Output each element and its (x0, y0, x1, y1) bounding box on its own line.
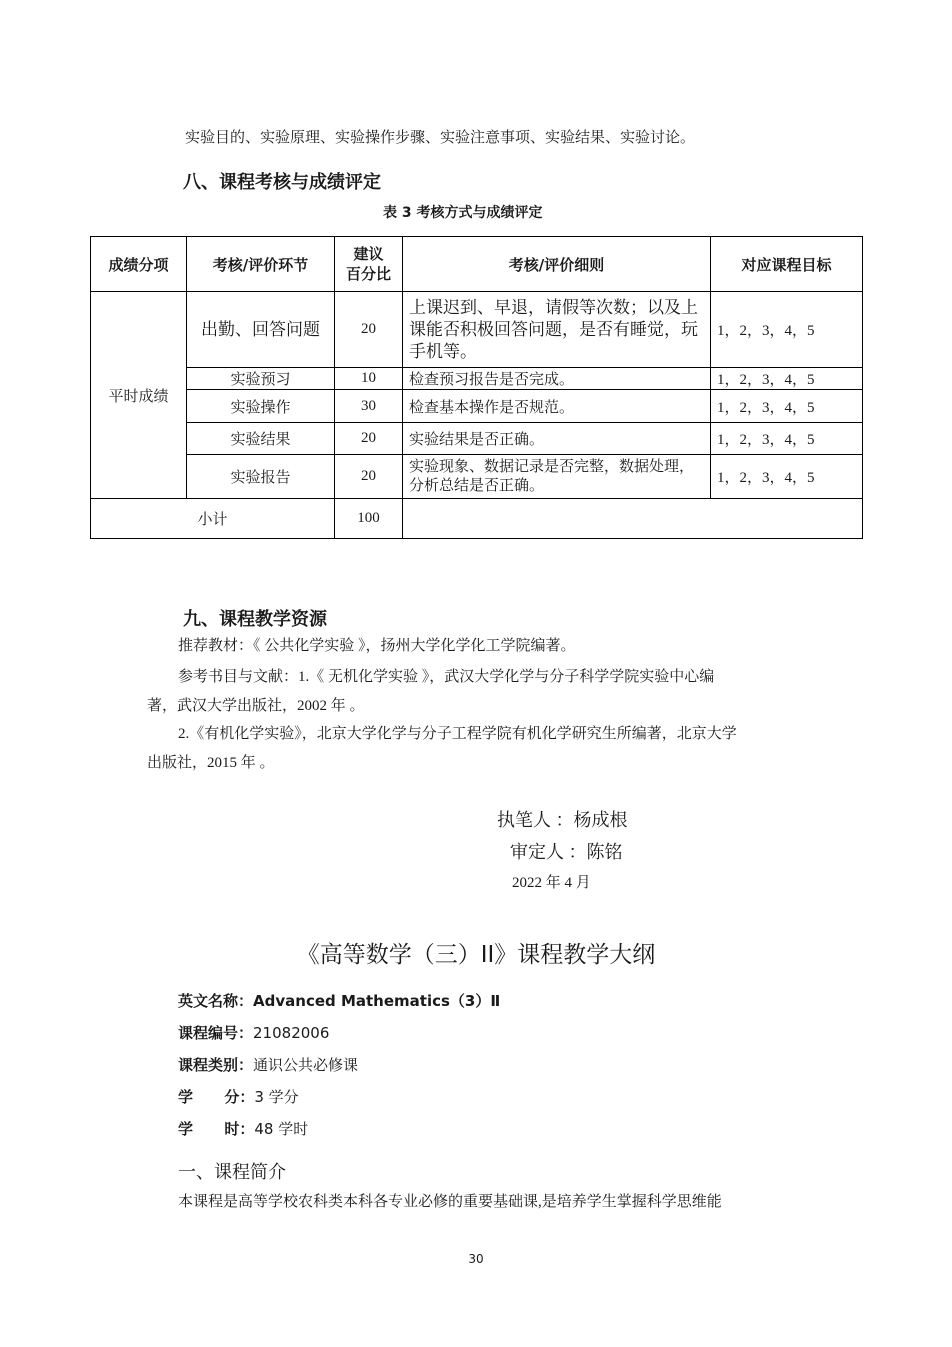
course-category-row (178, 1054, 358, 1075)
header-category: 成绩分项 (91, 237, 187, 292)
header-assessment: 考核/评价环节 (187, 237, 335, 292)
row-pct: 20 (335, 423, 403, 455)
reference-1-line-2: 著，武汉大学出版社，2002 年 。 (147, 698, 365, 714)
table-row (91, 423, 863, 455)
section-8-heading: 八、课程考核与成绩评定 (183, 172, 381, 193)
course-hours-row (178, 1118, 308, 1139)
table-header-row (91, 237, 863, 292)
row-detail: 检查预习报告是否完成。 (403, 368, 711, 390)
course-hours-value: 48 学时 (254, 1120, 309, 1138)
textbook-line: 推荐教材：《 公共化学实验 》，扬州大学化学化工学院编著。 (178, 638, 576, 654)
table-row (91, 455, 863, 499)
table-row (91, 292, 863, 368)
course-credit-label: 学 分： (178, 1088, 255, 1106)
row-item: 实验结果 (187, 423, 335, 455)
course-title: 《高等数学（三）II》课程教学大纲 (296, 942, 656, 968)
reference-1-line-1: 参考书目与文献：1.《 无机化学实验 》，武汉大学化学与分子科学学院实验中心编 (178, 669, 715, 685)
writer-line: 执笔人 ：杨成根 (497, 810, 628, 830)
row-detail: 实验现象、数据记录是否完整，数据处理，分析总结是否正确。 (403, 455, 711, 499)
header-percentage (335, 237, 403, 292)
english-name-value: Advanced Mathematics（3）Ⅱ (253, 992, 501, 1010)
row-pct: 30 (335, 390, 403, 423)
group-label: 平时成绩 (91, 292, 187, 499)
row-goals: 1，2，3，4，5 (711, 390, 863, 423)
course-category-value: 通识公共必修课 (253, 1058, 359, 1074)
subtotal-value: 100 (335, 499, 403, 539)
date-line: 2022 年 4 月 (512, 875, 591, 891)
course-code-value: 21082006 (253, 1024, 330, 1042)
course-credit-value: 3 学分 (254, 1088, 299, 1106)
subtotal-empty (403, 499, 863, 539)
row-item: 实验报告 (187, 455, 335, 499)
page-number: 30 (468, 1252, 484, 1266)
subtotal-row (91, 499, 863, 539)
subtotal-label: 小计 (91, 499, 335, 539)
table-row (91, 368, 863, 390)
reviewer-line: 审定人 ：陈铭 (510, 842, 623, 862)
intro-continuation-text: 实验目的、实验原理、实验操作步骤、实验注意事项、实验结果、实验讨论。 (185, 130, 696, 146)
row-goals: 1，2，3，4，5 (711, 423, 863, 455)
course-code-row (178, 1022, 329, 1043)
table-caption: 表 3 考核方式与成绩评定 (383, 205, 543, 221)
row-detail: 上课迟到、早退，请假等次数；以及上课能否积极回答问题，是否有睡觉，玩手机等。 (403, 292, 711, 368)
row-pct: 20 (335, 455, 403, 499)
row-item: 实验操作 (187, 390, 335, 423)
english-name-row (178, 990, 500, 1011)
english-name-label: 英文名称： (178, 992, 254, 1010)
header-pct-line1: 建议 (353, 245, 384, 263)
row-item: 实验预习 (187, 368, 335, 390)
header-pct-line2: 百分比 (345, 265, 391, 283)
row-goals: 1，2，3，4，5 (711, 368, 863, 390)
intro-text: 本课程是高等学校农科类本科各专业必修的重要基础课,是培养学生掌握科学思维能 (178, 1194, 722, 1210)
section-9-heading: 九、课程教学资源 (183, 609, 327, 630)
assessment-table (90, 236, 863, 539)
row-pct: 10 (335, 368, 403, 390)
header-goals: 对应课程目标 (711, 237, 863, 292)
row-detail: 实验结果是否正确。 (403, 423, 711, 455)
header-detail: 考核/评价细则 (403, 237, 711, 292)
course-category-label: 课程类别： (178, 1056, 254, 1074)
course-hours-label: 学 时： (178, 1120, 255, 1138)
intro-heading: 一、课程简介 (178, 1162, 286, 1183)
row-goals: 1，2，3，4，5 (711, 455, 863, 499)
row-item: 出勤、回答问题 (187, 292, 335, 368)
reference-2-line-2: 出版社，2015 年 。 (147, 755, 275, 771)
row-pct: 20 (335, 292, 403, 368)
course-code-label: 课程编号： (178, 1024, 254, 1042)
table-row (91, 390, 863, 423)
row-goals: 1，2，3，4，5 (711, 292, 863, 368)
reference-2-line-1: 2.《有机化学实验》，北京大学化学与分子工程学院有机化学研究生所编著，北京大学 (178, 726, 737, 742)
course-credit-row (178, 1086, 299, 1107)
row-detail: 检查基本操作是否规范。 (403, 390, 711, 423)
